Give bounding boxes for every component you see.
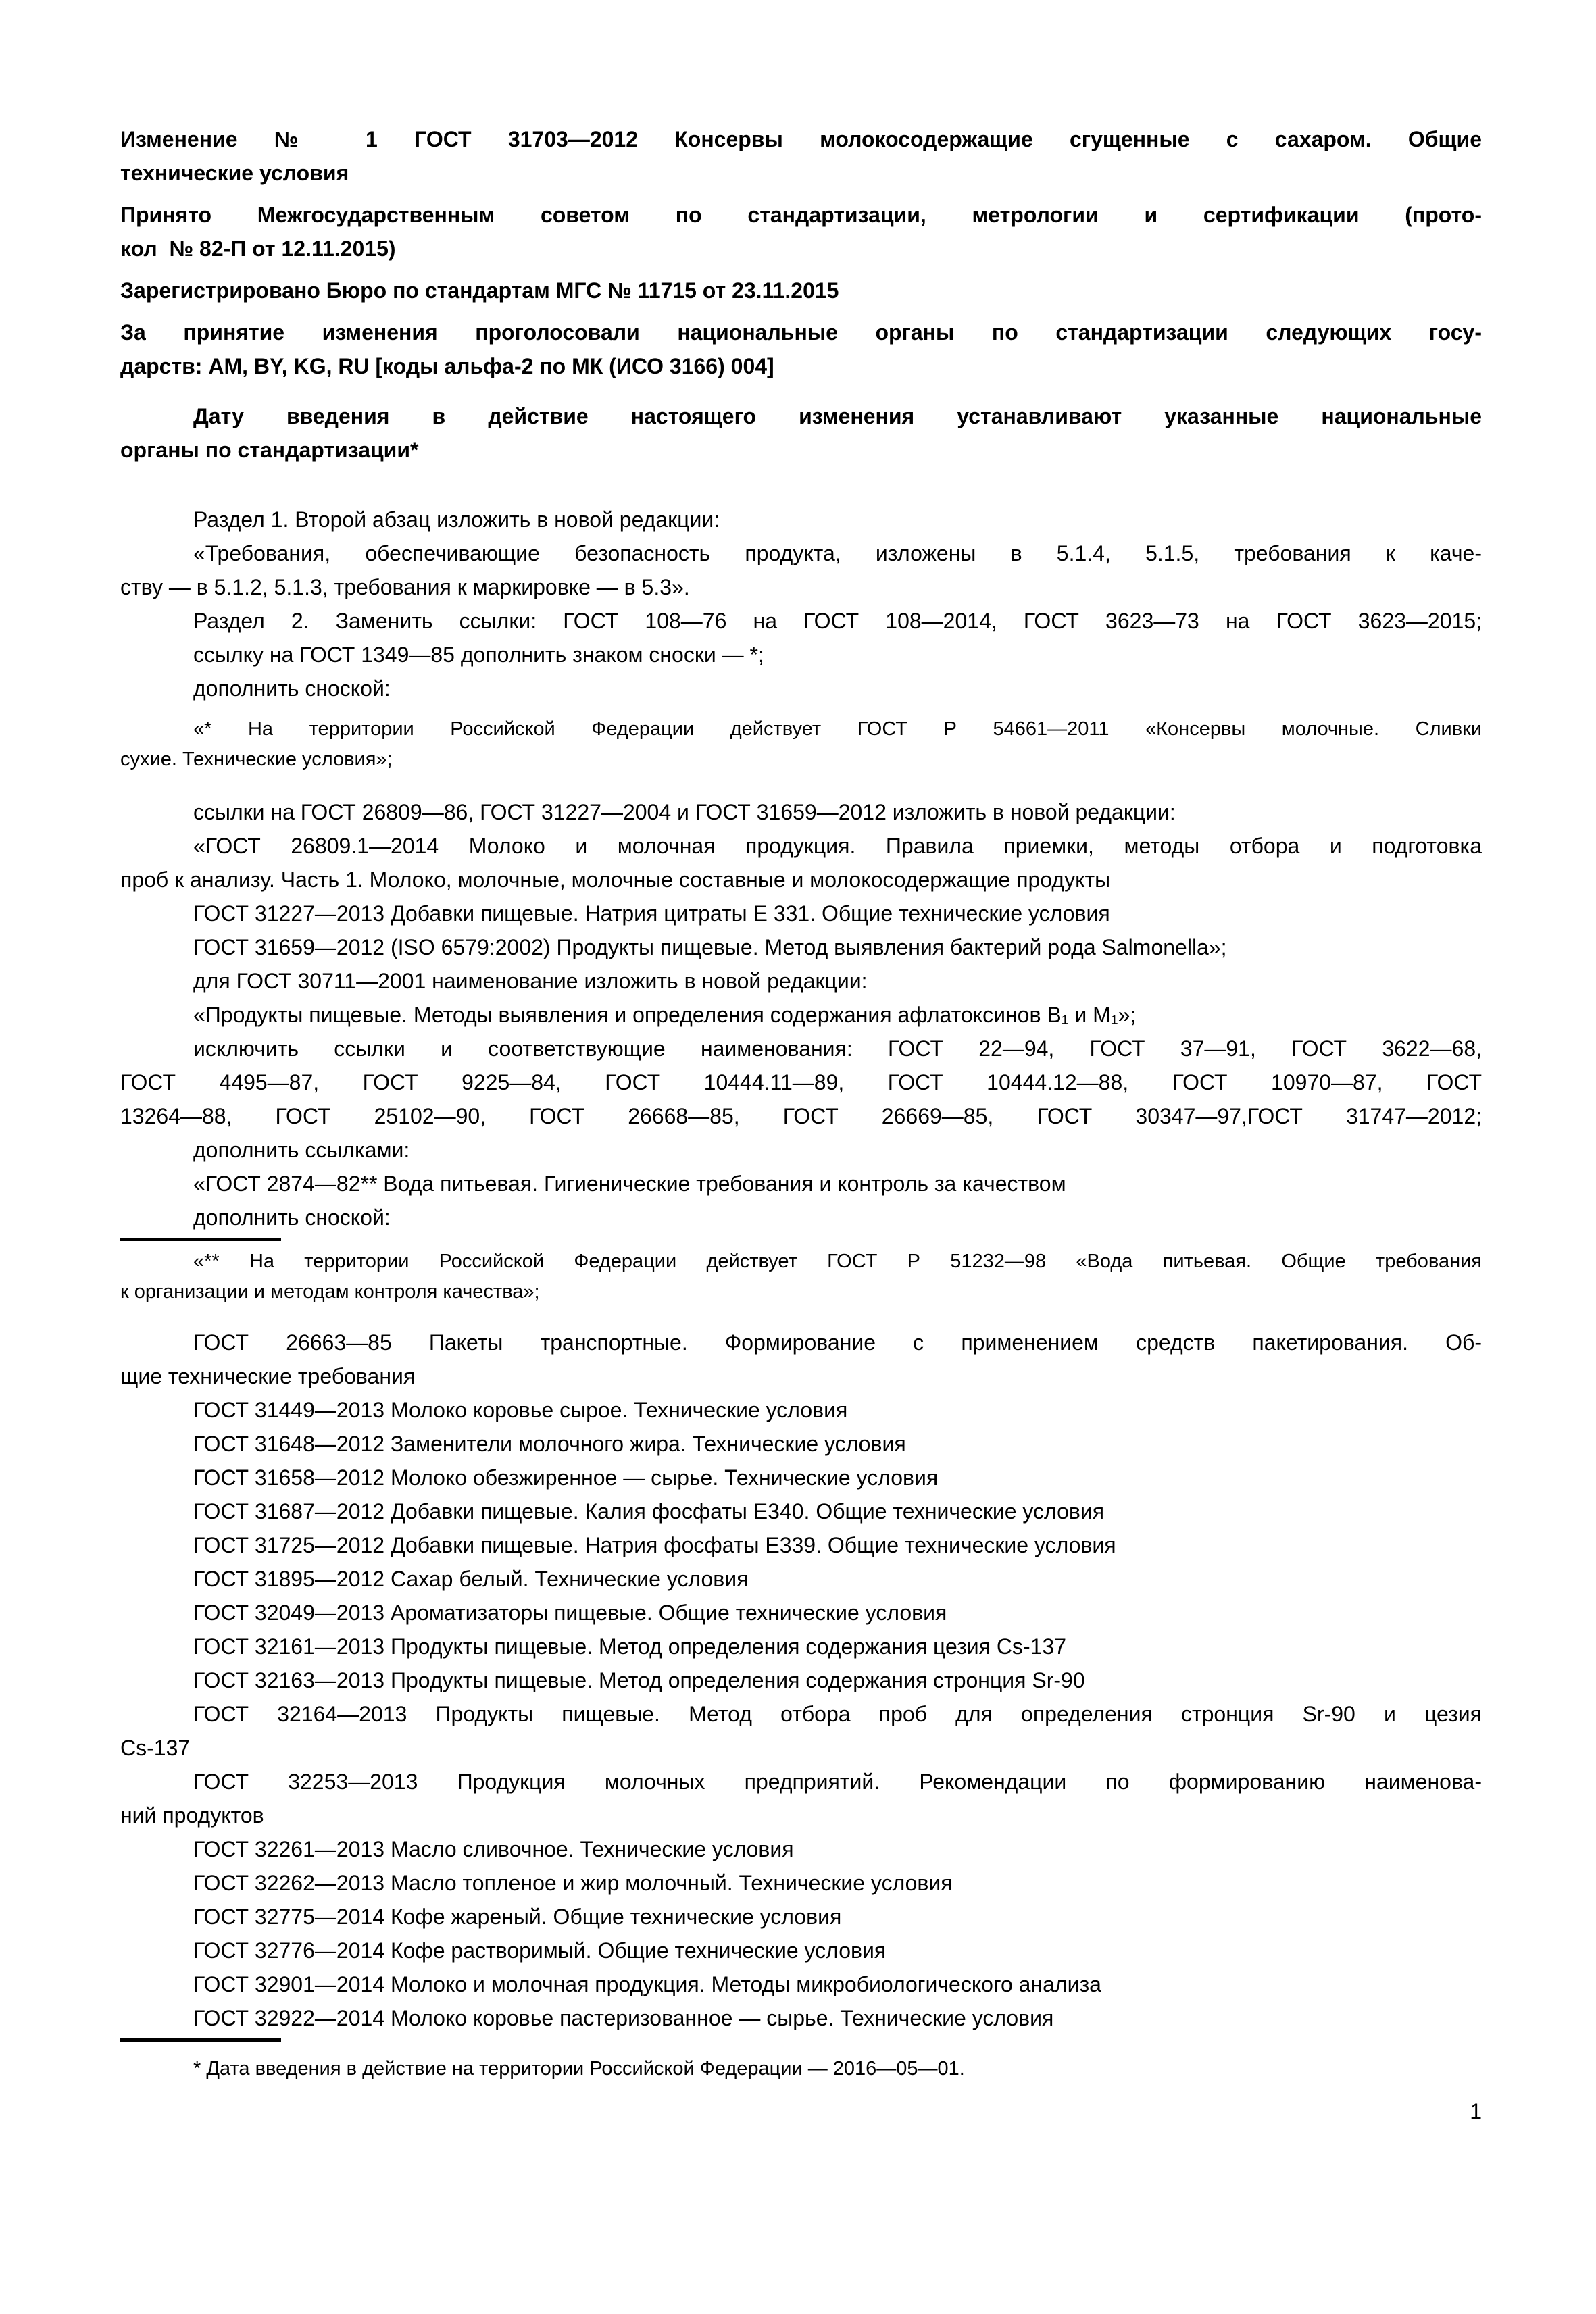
paragraph: [120, 2054, 1482, 2084]
paragraph: [120, 1201, 1482, 1234]
text-line: ссылки на ГОСТ 26809—86, ГОСТ 31227—2004 и ГОСТ 31659—2012 изложить в новой редакции:: [193, 800, 1176, 824]
text-line: дополнить ссылками:: [193, 1138, 410, 1162]
paragraph: [120, 274, 1482, 307]
text-line: органы по стандартизации*: [120, 438, 419, 462]
text-line: ГОСТ 32262—2013 Масло топленое и жир молочный. Технические условия: [193, 1871, 953, 1895]
footnote-rule: [120, 2038, 281, 2042]
paragraph: [120, 1133, 1482, 1167]
text-line: Изменение № 1 ГОСТ 31703—2012 Консервы молокосодержащие сгущенные с сахаром. Общие: [120, 127, 1482, 151]
paragraph: [120, 964, 1482, 998]
paragraph: [120, 1765, 1482, 1832]
text-line: кол № 82-П от 12.11.2015): [120, 236, 396, 261]
text-line: ГОСТ 31687—2012 Добавки пищевые. Калия фосфаты Е340. Общие технические условия: [193, 1499, 1105, 1524]
text-line: ГОСТ 32164—2013 Продукты пищевые. Метод отбора проб для определения стронция Sr-90 и цезия: [193, 1702, 1482, 1726]
paragraph: [120, 1427, 1482, 1461]
paragraph: [120, 1967, 1482, 2001]
text-line: ГОСТ 32775—2014 Кофе жареный. Общие технические условия: [193, 1905, 842, 1929]
paragraph: [120, 1393, 1482, 1427]
paragraph: [120, 1528, 1482, 1562]
paragraph: [120, 829, 1482, 897]
text-line: ГОСТ 32253—2013 Продукция молочных предприятий. Рекомендации по формированию наименова-: [193, 1769, 1482, 1794]
paragraph: [120, 2001, 1482, 2035]
text-line: ГОСТ 32049—2013 Ароматизаторы пищевые. Общие технические условия: [193, 1601, 947, 1625]
text-line: ГОСТ 31449—2013 Молоко коровье сырое. Технические условия: [193, 1398, 848, 1422]
page-number: 1: [1470, 2099, 1482, 2123]
text-line: ГОСТ 31227—2013 Добавки пищевые. Натрия цитраты Е 331. Общие технические условия: [193, 901, 1110, 926]
text-line: сухие. Технические условия»;: [120, 749, 393, 770]
text-line: Зарегистрировано Бюро по стандартам МГС № 11715 от 23.11.2015: [120, 278, 839, 303]
text-line: ГОСТ 31658—2012 Молоко обезжиренное — сырье. Технические условия: [193, 1465, 939, 1490]
paragraph: [120, 897, 1482, 930]
text-line: для ГОСТ 30711—2001 наименование изложить в новой редакции:: [193, 969, 868, 993]
paragraph: [120, 503, 1482, 536]
text-line: дополнить сноской:: [193, 1205, 391, 1230]
text-line: «** На территории Российской Федерации действует ГОСТ Р 51232—98 «Вода питьевая. Общие требования: [193, 1251, 1482, 1272]
text-line: ГОСТ 32922—2014 Молоко коровье пастеризованное — сырье. Технические условия: [193, 2006, 1054, 2030]
text-line: ГОСТ 32161—2013 Продукты пищевые. Метод определения содержания цезия Cs-137: [193, 1634, 1067, 1659]
text-line: проб к анализу. Часть 1. Молоко, молочные, молочные составные и молокосодержащие продукты: [120, 867, 1111, 892]
text-line: Дату введения в действие настоящего изменения устанавливают указанные национальные: [193, 404, 1482, 428]
text-line: «Требования, обеспечивающие безопасность продукта, изложены в 5.1.4, 5.1.5, требования к каче-: [193, 541, 1482, 565]
text-line: ГОСТ 31725—2012 Добавки пищевые. Натрия фосфаты Е339. Общие технические условия: [193, 1533, 1116, 1557]
text-line: дополнить сноской:: [193, 676, 391, 701]
text-line: ГОСТ 31648—2012 Заменители молочного жира. Технические условия: [193, 1432, 906, 1456]
paragraph: [120, 1900, 1482, 1934]
text-line: технические условия: [120, 161, 349, 185]
text-line: ГОСТ 26663—85 Пакеты транспортные. Формирование с применением средств пакетирования. Об-: [193, 1330, 1482, 1355]
paragraph: [120, 399, 1482, 467]
paragraph: [120, 1866, 1482, 1900]
text-line: Cs-137: [120, 1736, 191, 1760]
paragraph: [120, 1596, 1482, 1630]
text-line: Раздел 2. Заменить ссылки: ГОСТ 108—76 на ГОСТ 108—2014, ГОСТ 3623—73 на ГОСТ 3623—2015;: [193, 609, 1482, 633]
text-line: ссылку на ГОСТ 1349—85 дополнить знаком сноски — *;: [193, 643, 764, 667]
paragraph: [120, 1461, 1482, 1494]
text-line: ний продуктов: [120, 1803, 264, 1828]
paragraph: [120, 1032, 1482, 1133]
paragraph: [120, 122, 1482, 190]
paragraph: [120, 604, 1482, 638]
text-line: ГОСТ 32261—2013 Масло сливочное. Технические условия: [193, 1837, 794, 1861]
text-line: 13264—88, ГОСТ 25102—90, ГОСТ 26668—85, ГОСТ 26669—85, ГОСТ 30347—97,ГОСТ 31747—2012;: [120, 1104, 1482, 1128]
paragraph: [120, 1697, 1482, 1765]
text-line: За принятие изменения проголосовали национальные органы по стандартизации следующих госу-: [120, 320, 1482, 345]
text-line: «Продукты пищевые. Методы выявления и определения содержания афлатоксинов В₁ и М₁»;: [193, 1003, 1137, 1027]
text-line: ГОСТ 32901—2014 Молоко и молочная продукция. Методы микробиологического анализа: [193, 1972, 1101, 1996]
text-line: исключить ссылки и соответствующие наименования: ГОСТ 22—94, ГОСТ 37—91, ГОСТ 3622—68,: [193, 1036, 1482, 1061]
text-line: * Дата введения в действие на территории Российской Федерации — 2016—05—01.: [193, 2058, 965, 2080]
paragraph: [120, 1247, 1482, 1307]
footnote-rule: [120, 1238, 281, 1241]
text-line: Раздел 1. Второй абзац изложить в новой редакции:: [193, 507, 720, 532]
text-line: ГОСТ 4495—87, ГОСТ 9225—84, ГОСТ 10444.11—89, ГОСТ 10444.12—88, ГОСТ 10970—87, ГОСТ: [120, 1070, 1482, 1095]
paragraph: [120, 672, 1482, 705]
text-line: дарств: AM, BY, KG, RU [коды альфа-2 по МК (ИСО 3166) 004]: [120, 354, 774, 378]
text-line: Принято Межгосударственным советом по стандартизации, метрологии и сертификации (прото-: [120, 203, 1482, 227]
paragraph: [120, 795, 1482, 829]
paragraph: [120, 714, 1482, 775]
paragraph: [120, 1630, 1482, 1663]
paragraph: [120, 638, 1482, 672]
text-line: ГОСТ 32163—2013 Продукты пищевые. Метод определения содержания стронция Sr-90: [193, 1668, 1085, 1692]
text-line: «ГОСТ 26809.1—2014 Молоко и молочная продукция. Правила приемки, методы отбора и подготовка: [193, 834, 1482, 858]
paragraph: [120, 1167, 1482, 1201]
text-line: щие технические требования: [120, 1364, 416, 1388]
paragraph: [120, 930, 1482, 964]
paragraph: [120, 536, 1482, 604]
paragraph: [120, 1494, 1482, 1528]
text-line: ству — в 5.1.2, 5.1.3, требования к маркировке — в 5.3».: [120, 575, 690, 599]
paragraph: [120, 1934, 1482, 1967]
paragraph: [120, 998, 1482, 1032]
text-line: ГОСТ 31659—2012 (ISO 6579:2002) Продукты пищевые. Метод выявления бактерий рода Salmonella»;: [193, 935, 1227, 959]
text-line: ГОСТ 32776—2014 Кофе растворимый. Общие технические условия: [193, 1938, 887, 1963]
text-line: «ГОСТ 2874—82** Вода питьевая. Гигиенические требования и контроль за качеством: [193, 1172, 1066, 1196]
text-line: к организации и методам контроля качества»;: [120, 1281, 540, 1303]
paragraph: [120, 198, 1482, 266]
text-line: ГОСТ 31895—2012 Сахар белый. Технические условия: [193, 1567, 749, 1591]
paragraph: [120, 1326, 1482, 1393]
paragraph: [120, 316, 1482, 383]
document-text: [120, 122, 1482, 2084]
paragraph: [120, 1663, 1482, 1697]
text-line: «* На территории Российской Федерации действует ГОСТ Р 54661—2011 «Консервы молочные. Сливки: [193, 718, 1482, 740]
paragraph: [120, 1832, 1482, 1866]
paragraph: [120, 1562, 1482, 1596]
